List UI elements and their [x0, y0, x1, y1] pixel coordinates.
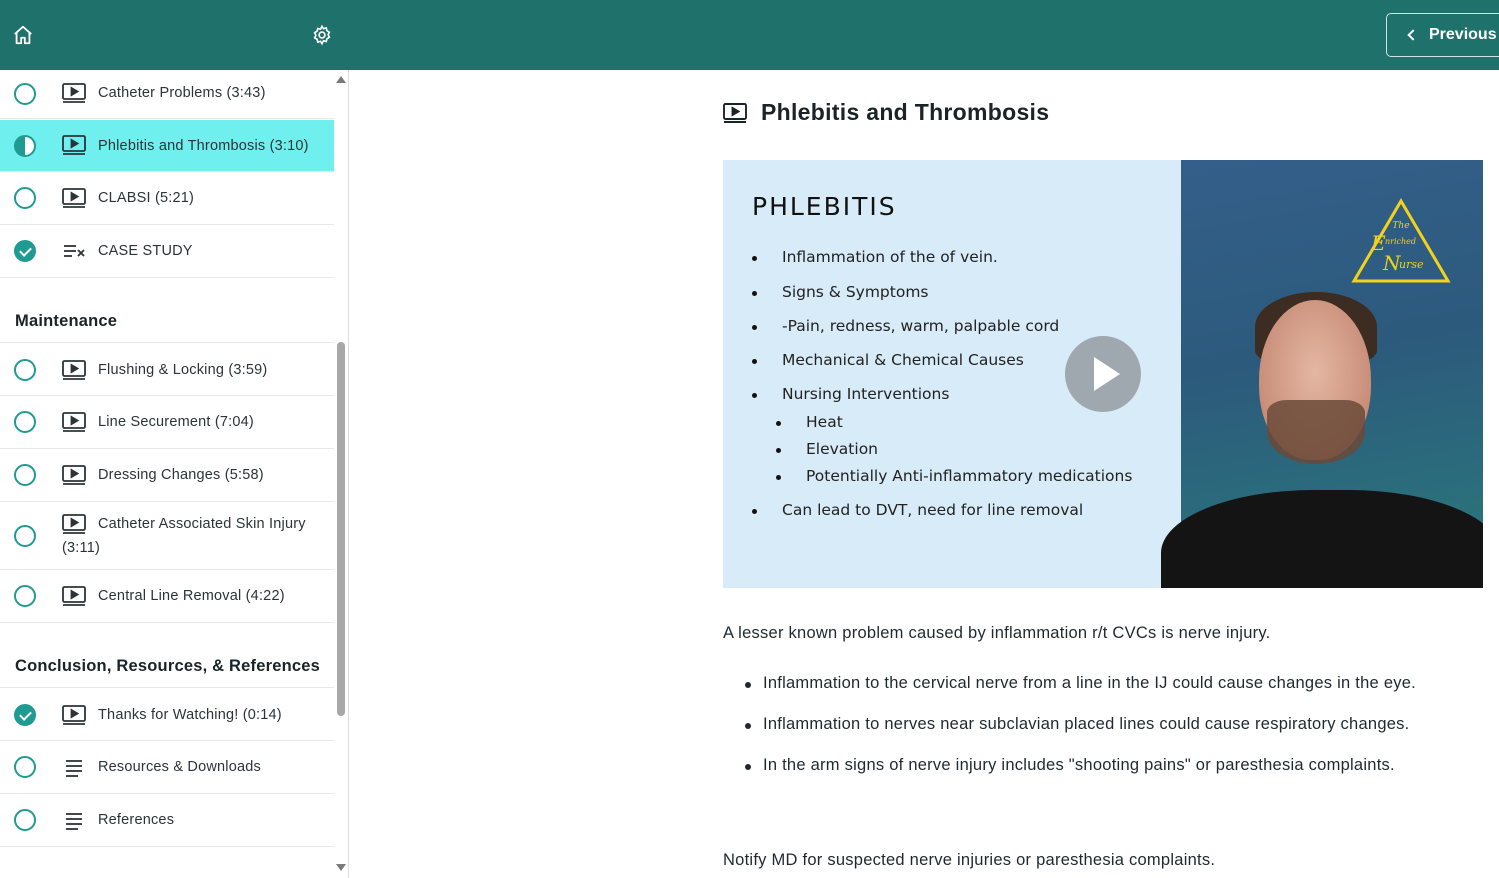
section-title: Conclusion, Resources, & References	[15, 657, 321, 675]
incomplete-status-icon	[14, 464, 36, 486]
lesson-item[interactable]	[0, 396, 334, 449]
section-title: Maintenance	[15, 312, 118, 330]
svg-text:nriched: nriched	[1385, 237, 1417, 246]
incomplete-status-icon	[14, 187, 36, 209]
lesson-title: Catheter Associated Skin Injury (3:11)	[62, 516, 306, 556]
lesson-title: Flushing & Locking (3:59)	[98, 362, 268, 378]
lesson-title: CLABSI (5:21)	[98, 190, 195, 206]
gear-icon	[311, 24, 333, 46]
incomplete-status-icon	[14, 411, 36, 433]
svg-text:N: N	[1383, 251, 1401, 275]
previous-button[interactable]	[1386, 13, 1499, 57]
video-lesson-icon	[62, 412, 86, 432]
lesson-item[interactable]	[0, 570, 334, 623]
lesson-title: Resources & Downloads	[98, 759, 261, 775]
incomplete-status-icon	[14, 756, 36, 778]
video-lesson-icon	[723, 103, 747, 123]
previous-label: Previous	[1429, 26, 1497, 43]
video-lesson-icon	[62, 188, 86, 208]
in-progress-status-icon	[14, 135, 36, 157]
incomplete-status-icon	[14, 83, 36, 105]
sidebar-header	[0, 0, 349, 70]
lesson-title: CASE STUDY	[98, 243, 193, 259]
text-lesson-icon	[62, 811, 86, 831]
video-player[interactable]	[723, 160, 1483, 588]
video-slide: PHLEBITIS Inflammation of the of vein. Signs & Symptoms -Pain, redness, warm, palpable cord Mechanical & Chemical Causes Nursing Interventions Heat Elevation Potentially Anti-inflammatory medications Can lead to DVT, need for line removal	[723, 160, 1181, 588]
lesson-item[interactable]	[0, 225, 334, 278]
bullet-dot	[745, 723, 751, 729]
svg-text:The: The	[1392, 221, 1410, 231]
svg-text:E: E	[1371, 231, 1386, 255]
incomplete-status-icon	[14, 809, 36, 831]
sidebar-scrollbar[interactable]	[334, 70, 348, 878]
scroll-up-arrow-icon[interactable]	[336, 76, 346, 83]
quiz-icon	[62, 242, 86, 262]
course-sidebar	[0, 0, 349, 878]
bullet-dot	[745, 682, 751, 688]
slide-title: PHLEBITIS	[752, 192, 897, 221]
bullet-item: Inflammation to nerves near subclavian placed lines could cause respiratory changes.	[763, 715, 1410, 733]
lesson-title: Phlebitis and Thrombosis (3:10)	[98, 138, 309, 154]
bullet-dot	[745, 764, 751, 770]
intro-paragraph: A lesser known problem caused by inflammation r/t CVCs is nerve injury.	[723, 624, 1271, 642]
lesson-item-active[interactable]	[0, 120, 334, 172]
lesson-item[interactable]	[0, 172, 334, 225]
lesson-title: Central Line Removal (4:22)	[98, 588, 285, 604]
bullet-item: In the arm signs of nerve injury includes "shooting pains" or paresthesia complaints.	[763, 756, 1395, 774]
incomplete-status-icon	[14, 585, 36, 607]
lecture-title: Phlebitis and Thrombosis	[761, 99, 1050, 125]
lecture-topbar	[349, 0, 1499, 70]
lesson-title: References	[98, 812, 175, 828]
lesson-item[interactable]	[0, 794, 334, 847]
lesson-title: Dressing Changes (5:58)	[98, 467, 264, 483]
home-icon	[12, 24, 34, 46]
presenter-beard	[1267, 400, 1365, 464]
scroll-thumb[interactable]	[337, 342, 345, 716]
chevron-left-icon	[1407, 29, 1418, 40]
lesson-item[interactable]	[0, 449, 334, 502]
video-lesson-icon	[62, 705, 86, 725]
svg-text:urse: urse	[1399, 258, 1424, 271]
presenter-video-frame	[1181, 160, 1483, 588]
settings-button[interactable]	[308, 21, 336, 49]
curriculum-list[interactable]	[0, 70, 334, 878]
enriched-nurse-logo	[1351, 198, 1451, 284]
lesson-item[interactable]	[0, 741, 334, 794]
lesson-title: Line Securement (7:04)	[98, 414, 254, 430]
text-lesson-icon	[62, 758, 86, 778]
lesson-title: Thanks for Watching! (0:14)	[98, 707, 282, 723]
video-lesson-icon	[62, 465, 86, 485]
incomplete-status-icon	[14, 525, 36, 547]
scroll-down-arrow-icon[interactable]	[336, 864, 346, 871]
presenter-shirt	[1161, 490, 1483, 588]
video-lesson-icon	[62, 83, 86, 103]
lesson-item[interactable]	[0, 687, 334, 741]
bullet-item: Inflammation to the cervical nerve from a line in the IJ could cause changes in the eye.	[763, 674, 1417, 692]
lesson-item[interactable]	[0, 502, 334, 570]
video-lesson-icon	[62, 360, 86, 380]
play-icon[interactable]	[1065, 336, 1141, 412]
complete-status-icon	[14, 704, 36, 726]
complete-status-icon	[14, 240, 36, 262]
incomplete-status-icon	[14, 359, 36, 381]
notify-paragraph: Notify MD for suspected nerve injuries or paresthesia complaints.	[723, 851, 1216, 869]
lesson-item[interactable]	[0, 70, 334, 119]
video-lesson-icon	[62, 135, 86, 155]
lesson-title: Catheter Problems (3:43)	[98, 85, 266, 101]
lesson-item[interactable]	[0, 342, 334, 396]
home-button[interactable]	[9, 21, 37, 49]
video-lesson-icon	[62, 586, 86, 606]
